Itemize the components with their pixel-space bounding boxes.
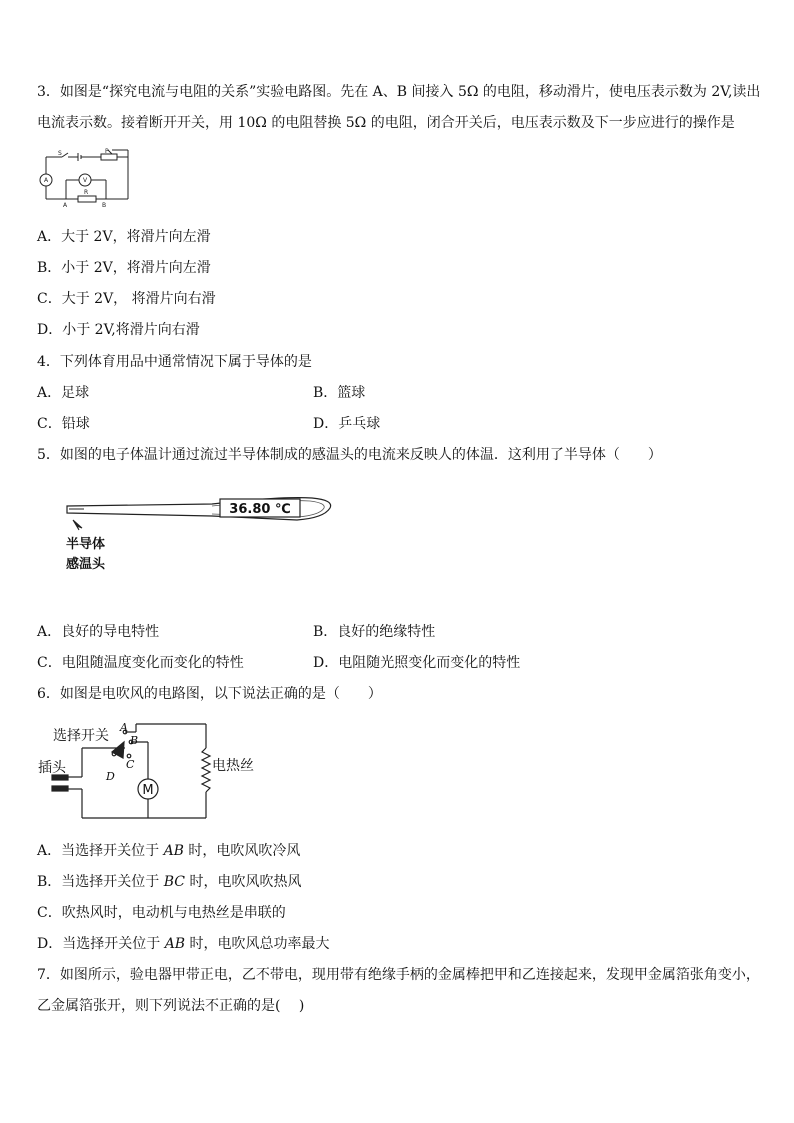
- q5-label-sensor-head: 感温头: [66, 557, 106, 572]
- q7-stem-line2: 乙金属箔张开，则下列说法不正确的是( ): [37, 998, 305, 1014]
- q6-label-motor: M: [142, 783, 154, 798]
- q4-stem: 4．下列体育用品中通常情况下属于导体的是: [37, 354, 312, 370]
- q5-option-a: A．良好的导电特性: [37, 624, 160, 640]
- q5-stem: 5．如图的电子体温计通过流过半导体制成的感温头的电流来反映人的体温．这利用了半导体（ ）: [37, 447, 662, 463]
- q3-option-c: C．大于 2V， 将滑片向右滑: [37, 291, 216, 307]
- q6-option-d: D．当选择开关位于 AB 时，电吹风总功率最大: [37, 936, 330, 952]
- q6-hairdryer-circuit: [36, 718, 276, 826]
- q6-label-b: B: [130, 734, 139, 747]
- q4-option-d: D．乒乓球: [313, 416, 381, 432]
- q3-option-a: A．大于 2V，将滑片向左滑: [37, 229, 211, 245]
- q3-label-p: P: [105, 148, 109, 155]
- q3-label-s: S: [58, 150, 62, 157]
- q3-stem-line2: 电流表示数。接着断开开关，用 10Ω 的电阻替换 5Ω 的电阻，闭合开关后，电压表示数及下一步应进行的操作是: [37, 115, 735, 131]
- q6-label-d: D: [106, 770, 115, 783]
- q5-option-d: D．电阻随光照变化而变化的特性: [313, 655, 521, 671]
- q4-option-b: B．篮球: [313, 385, 366, 401]
- q6-label-c: C: [126, 758, 135, 771]
- q5-thermometer-display: 36.80 ℃: [229, 502, 291, 517]
- q3-label-a: A: [63, 202, 68, 209]
- q5-thermometer-figure: [62, 490, 337, 575]
- q6-option-a: A．当选择开关位于 AB 时，电吹风吹冷风: [37, 843, 301, 859]
- q4-option-c: C．铅球: [37, 416, 90, 432]
- q6-label-plug: 插头: [38, 760, 66, 776]
- q7-stem-line1: 7．如图所示，验电器甲带正电，乙不带电，现用带有绝缘手柄的金属棒把甲和乙连接起来，发现甲金属箔张角变小，: [37, 967, 760, 983]
- q3-label-ammeter: A: [44, 177, 49, 184]
- q3-option-d: D．小于 2V,将滑片向右滑: [37, 322, 200, 338]
- q5-option-c: C．电阻随温度变化而变化的特性: [37, 655, 244, 671]
- q3-circuit-diagram: [36, 147, 136, 209]
- q3-stem-line1: 3．如图是“探究电流与电阻的关系”实验电路图。先在 A、B 间接入 5Ω 的电阻，移动滑片，使电压表示数为 2V,读出: [37, 84, 761, 100]
- q6-option-c: C．吹热风时，电动机与电热丝是串联的: [37, 905, 286, 921]
- q3-label-b: B: [102, 202, 107, 209]
- q6-option-b: B．当选择开关位于 BC 时，电吹风吹热风: [37, 874, 302, 890]
- q6-label-heater: 电热丝: [212, 758, 254, 774]
- q6-label-a: A: [120, 721, 128, 734]
- q6-stem: 6．如图是电吹风的电路图，以下说法正确的是（ ）: [37, 686, 382, 702]
- q4-option-a: A．足球: [37, 385, 90, 401]
- q3-option-b: B．小于 2V，将滑片向左滑: [37, 260, 211, 276]
- q6-label-switch: 选择开关: [53, 728, 109, 744]
- q3-label-voltmeter: V: [83, 177, 88, 184]
- q5-option-b: B．良好的绝缘特性: [313, 624, 436, 640]
- q3-label-r: R: [84, 189, 89, 196]
- q5-label-semiconductor: 半导体: [66, 537, 106, 552]
